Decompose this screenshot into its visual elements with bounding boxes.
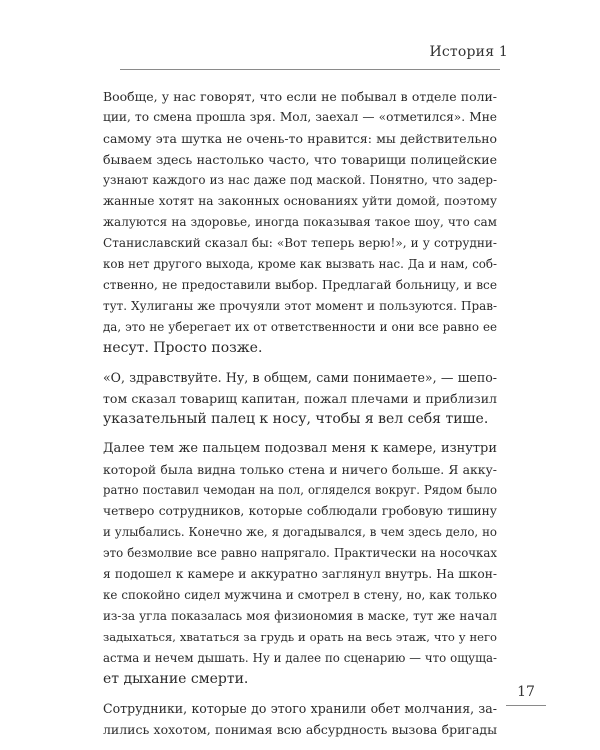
- text-line: четверо сотрудников, которые соблюдали гробовую тишину: [103, 504, 497, 518]
- running-header: История 1: [429, 44, 508, 60]
- paragraph-3: [103, 438, 497, 690]
- text-line: из-за угла показалась моя физиономия в маске, тут же начал: [103, 609, 497, 623]
- text-line: ратно поставил чемодан на пол, огляделся вокруг. Рядом было: [103, 483, 497, 497]
- paragraph-4: [103, 698, 497, 740]
- text-line: ков нет другого выхода, кроме как вызвать нас. Да и нам, соб-: [103, 257, 497, 271]
- text-line: которой была видна только стена и ничего больше. Я акку-: [103, 462, 497, 477]
- text-line: жанные хотят на законных основаниях уйти домой, поэтому: [103, 194, 497, 208]
- text-line: ке спокойно сидел мужчина и смотрел в стену, но, как только: [103, 588, 497, 602]
- text-line: ственно, не предоставили выбор. Предлагай больницу, и все: [103, 278, 497, 292]
- text-line: несут. Просто позже.: [103, 340, 263, 356]
- text-line: том сказал товарищ капитан, пожал плечами и приблизил: [103, 391, 497, 406]
- text-line: я подошел к камере и аккуратно заглянул внутрь. На шкон-: [103, 567, 497, 581]
- text-line: лились хохотом, понимая всю абсурдность вызова бригады: [103, 722, 497, 737]
- text-line: Станиславский сказал бы: «Вот теперь верю!», и у сотрудни-: [103, 236, 497, 250]
- text-line: «О, здравствуйте. Ну, в общем, сами понимаете», — шепо-: [103, 370, 497, 385]
- text-line: астма и нечем дышать. Ну и далее по сценарию — что ощуща-: [103, 651, 497, 665]
- text-line: ет дыхание смерти.: [103, 671, 249, 687]
- paragraph-1: [103, 86, 497, 359]
- header-rule: [120, 69, 500, 70]
- text-line: тут. Хулиганы же прочуяли этот момент и пользуются. Прав-: [103, 299, 497, 313]
- footer-rule: [506, 705, 546, 706]
- paragraph-2: [103, 367, 497, 430]
- text-line: Вообще, у нас говорят, что если не побывал в отделе поли-: [103, 89, 497, 104]
- body-text: [103, 86, 497, 748]
- text-line: да, это не уберегает их от ответственности и они все равно ее: [103, 320, 497, 334]
- text-line: ции, то смена прошла зря. Мол, заехал — «отметился». Мне: [103, 110, 497, 124]
- text-line: Сотрудники, которые до этого хранили обет молчания, за-: [103, 701, 497, 716]
- text-line: жалуются на здоровье, иногда показывая такое шоу, что сам: [103, 215, 497, 229]
- page-number: 17: [517, 684, 535, 700]
- text-line: бываем здесь настолько часто, что товарищи полицейские: [103, 152, 497, 167]
- text-line: Далее тем же пальцем подозвал меня к камере, изнутри: [103, 441, 497, 456]
- text-line: это безмолвие все равно напрягало. Практически на носочках: [103, 546, 497, 560]
- text-line: задыхаться, хвататься за грудь и орать на весь этаж, что у него: [103, 630, 497, 644]
- text-line: узнают каждого из нас даже под маской. Понятно, что задер-: [103, 173, 497, 187]
- text-line: и улыбались. Конечно же, я догадывался, в чем здесь дело, но: [103, 525, 497, 539]
- text-line: указательный палец к носу, чтобы я вел себя тише.: [103, 411, 489, 427]
- text-line: самому эта шутка не очень-то нравится: мы действительно: [103, 131, 497, 146]
